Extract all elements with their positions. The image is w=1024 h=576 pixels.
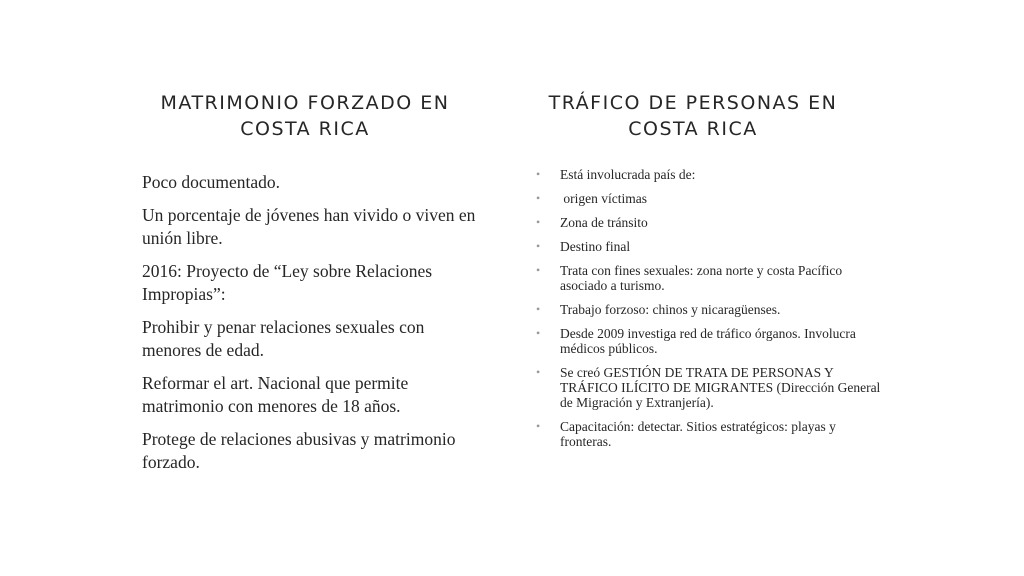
bullet-text: Se creó GESTIÓN DE TRATA DE PERSONAS Y TRÁFICO ILÍCITO DE MIGRANTES (Dirección General de Migración y Extranjería). (560, 365, 881, 410)
left-column-title: MATRIMONIO FORZADO EN COSTA RICA (160, 92, 450, 140)
bullet-icon: • (536, 263, 541, 277)
right-column-title: TRÁFICO DE PERSONAS EN COSTA RICA (548, 92, 838, 140)
left-paragraph-list (142, 171, 482, 484)
bullet-item (536, 191, 881, 206)
bullet-icon: • (536, 215, 541, 229)
bullet-text: Capacitación: detectar. Sitios estratégicos: playas y fronteras. (560, 419, 836, 449)
bullet-text: Está involucrada país de: (560, 167, 696, 182)
left-paragraph: Poco documentado. (142, 172, 281, 192)
left-paragraph: Un porcentaje de jóvenes han vivido o viven en unión libre. (142, 205, 476, 248)
bullet-item (536, 263, 881, 293)
bullet-text: Trata con fines sexuales: zona norte y costa Pacífico asociado a turismo. (560, 263, 843, 293)
bullet-text: origen víctimas (560, 191, 647, 206)
bullet-icon: • (536, 365, 541, 379)
bullet-text: Destino final (560, 239, 631, 254)
left-paragraph: Reformar el art. Nacional que permite matrimonio con menores de 18 años. (142, 373, 409, 416)
bullet-item (536, 419, 881, 449)
bullet-icon: • (536, 419, 541, 433)
left-paragraph: Prohibir y penar relaciones sexuales con menores de edad. (142, 317, 425, 360)
bullet-text: Zona de tránsito (560, 215, 648, 230)
right-bullet-list (536, 167, 881, 458)
left-paragraph: Protege de relaciones abusivas y matrimonio forzado. (142, 429, 456, 472)
bullet-text: Desde 2009 investiga red de tráfico órganos. Involucra médicos públicos. (560, 326, 856, 356)
bullet-icon: • (536, 239, 541, 253)
bullet-icon: • (536, 167, 541, 181)
bullet-text: Trabajo forzoso: chinos y nicaragüenses. (560, 302, 781, 317)
bullet-item (536, 302, 881, 317)
bullet-item (536, 365, 881, 410)
bullet-icon: • (536, 302, 541, 316)
bullet-item (536, 239, 881, 254)
bullet-item (536, 215, 881, 230)
bullet-item (536, 167, 881, 182)
bullet-icon: • (536, 191, 541, 205)
bullet-icon: • (536, 326, 541, 340)
left-paragraph: 2016: Proyecto de “Ley sobre Relaciones Impropias”: (142, 261, 433, 304)
bullet-item (536, 326, 881, 356)
